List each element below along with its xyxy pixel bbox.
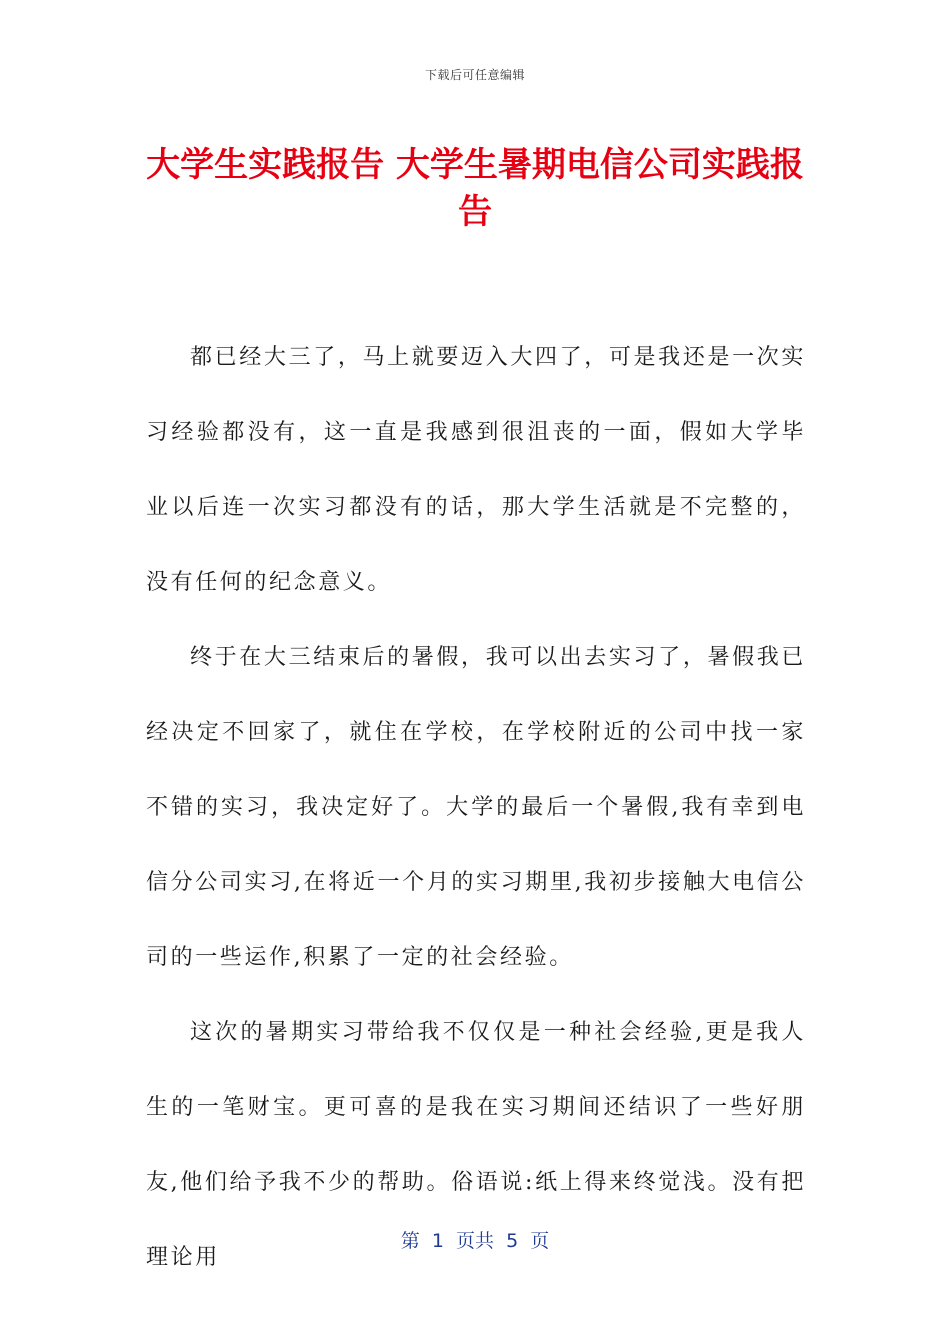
paragraph: 都已经大三了，马上就要迈入大四了，可是我还是一次实习经验都没有，这一直是我感到很沮丧的一面，假如大学毕业以后连一次实习都没有的话，那大学生活就是不完整的，没有任何的纪念意义。: [146, 345, 806, 595]
document-title: 大学生实践报告 大学生暑期电信公司实践报告: [146, 145, 804, 232]
paragraph: 终于在大三结束后的暑假，我可以出去实习了，暑假我已经决定不回家了，就住在学校，在学校附近的公司中找一家不错的实习，我决定好了。大学的最后一个暑假,我有幸到电信分公司实习,在将近一个月的实习期里,我初步接触大电信公司的一些运作,积累了一定的社会经验。: [146, 645, 806, 970]
header-note: 下载后可任意编辑: [424, 68, 525, 82]
page-footer: [0, 1226, 950, 1253]
page-number: 第 1 页共 5 页: [400, 1230, 550, 1252]
paragraph: 这次的暑期实习带给我不仅仅是一种社会经验,更是我人生的一笔财宝。更可喜的是我在实习期间还结识了一些好朋友,他们给予我不少的帮助。俗语说:纸上得来终觉浅。没有把理论用: [146, 1020, 806, 1270]
document-body: [146, 320, 806, 1295]
